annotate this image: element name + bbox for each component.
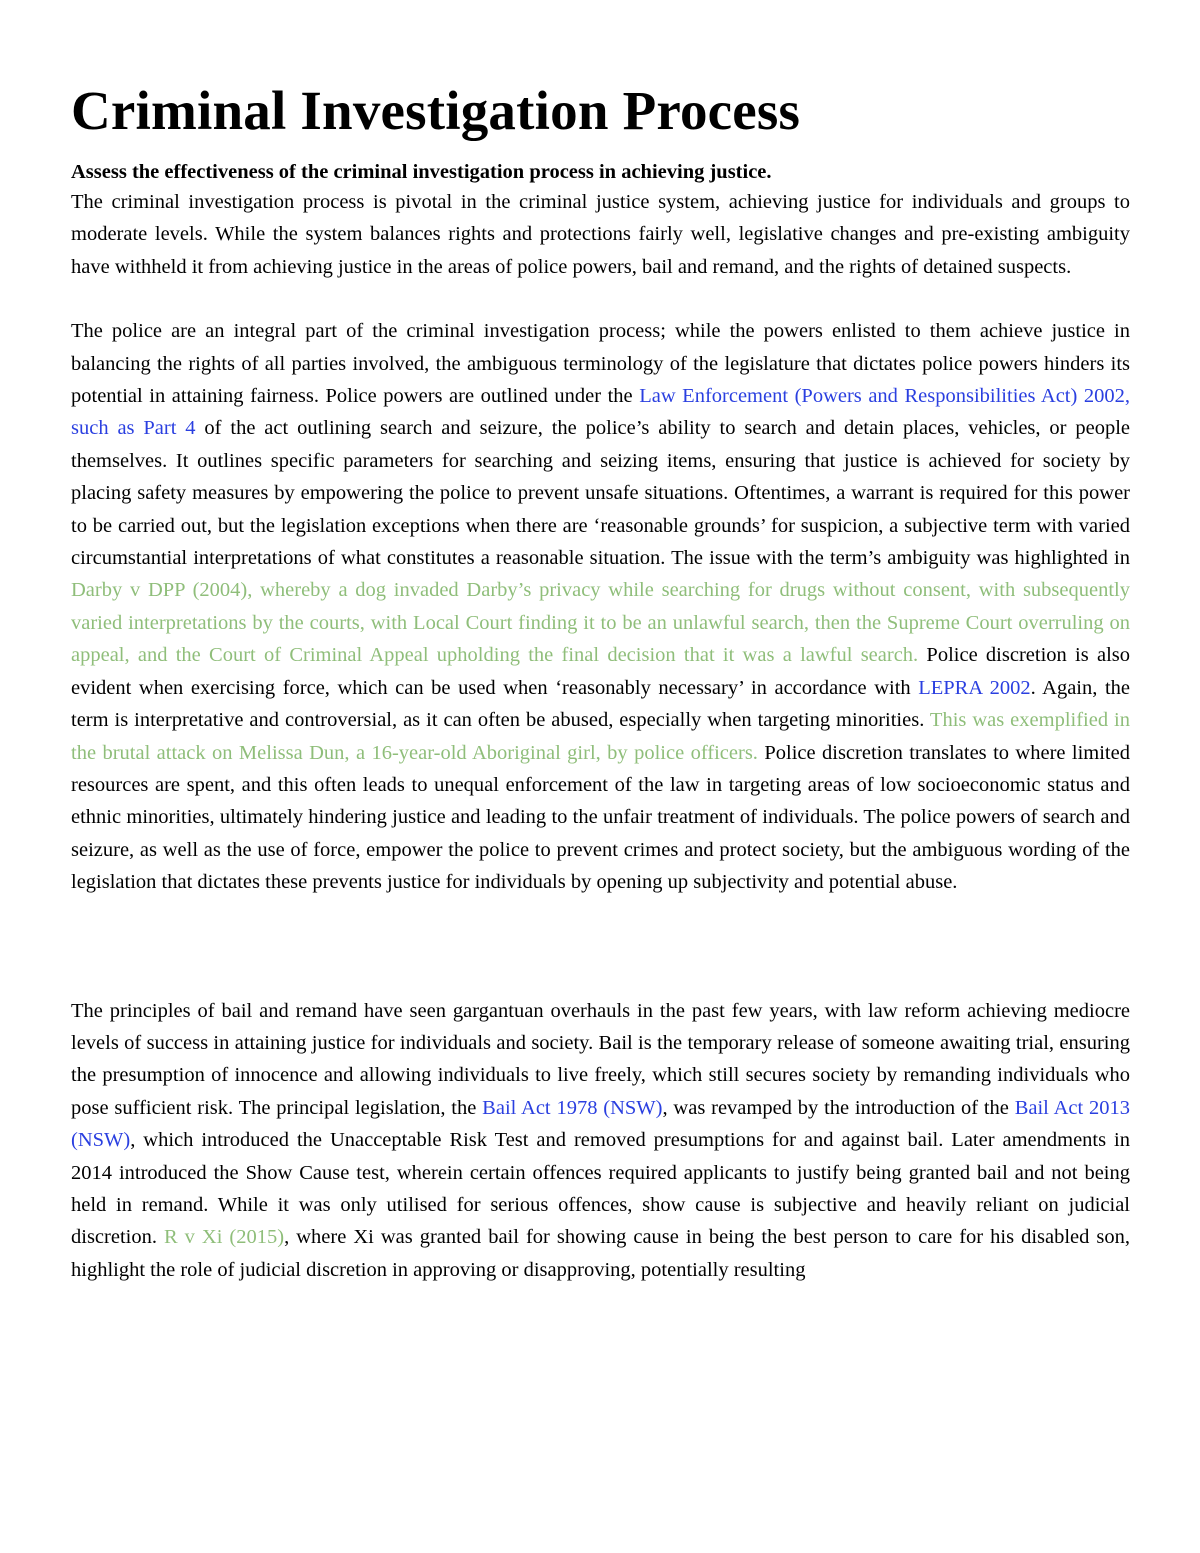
bail-act-2013-reference: Bail Act 2013 (NSW) <box>71 1096 1130 1152</box>
police-text-4: . Again, the term is interpretative and controversial, as it can often be abused, especially when targeting minorities. <box>71 676 1130 732</box>
lepra-2002-reference: LEPRA 2002 <box>918 676 1031 699</box>
essay-question: Assess the effectiveness of the criminal investigation process in achieving justice. <box>71 161 772 183</box>
section-spacer <box>71 899 1130 995</box>
bail-text-3: , which introduced the Unacceptable Risk Test and removed presumptions for and against bail. Later amendments in 2014 introduced the Show Cause test, wherein certain offences required applicants to justify being granted bail and not being held in remand. While it was only utilised for serious offences, show cause is subjective and heavily reliant on judicial discretion. <box>71 1129 1130 1249</box>
bail-text-1: The principles of bail and remand have seen gargantuan overhauls in the past few years, with law reform achieving mediocre levels of success in attaining justice for individuals and society. Bail is the temporary release of someone awaiting trial, ensuring the presumption of innocence and allowing individuals to live freely, which still secures society by remanding individuals who pose sufficient risk. The principal legislation, the <box>71 999 1130 1119</box>
page-title: Criminal Investigation Process <box>71 80 801 141</box>
bail-text-2: , was revamped by the introduction of the <box>662 1096 1015 1119</box>
lepra-part4-reference: Law Enforcement (Powers and Responsibilities Act) 2002, such as Part 4 <box>71 385 1130 440</box>
bail-remand-paragraph <box>71 995 1130 1287</box>
bail-text-4: , where Xi was granted bail for showing cause in being the best person to care for his disabled son, highlight the role of judicial discretion in approving or disapproving, potentially resulting <box>71 1226 1130 1281</box>
intro-paragraph: The criminal investigation process is pivotal in the criminal justice system, achieving justice for individuals and groups to moderate levels. While the system balances rights and protections fairly well, legislative changes and pre-existing ambiguity have withheld it from achieving justice in the areas of police powers, bail and remand, and the rights of detained suspects. <box>71 191 1130 278</box>
police-text-2: of the act outlining search and seizure, the police’s ability to search and detain places, vehicles, or people themselves. It outlines specific parameters for searching and seizing items, ensuring that justice is achieved for society by placing safety measures by empowering the police to prevent unsafe situations. Oftentimes, a warrant is required for this power to be carried out, but the legislation exceptions when there are ‘reasonable grounds’ for suspicion, a subjective term with varied circumstantial interpretations of what constitutes a reasonable situation. The issue with the term’s ambiguity was highlighted in <box>71 417 1130 570</box>
police-text-3: Police discretion is also evident when exercising force, which can be used when ‘reasonably necessary’ in accordance with <box>71 644 1130 699</box>
melissa-dun-case: This was exemplified in the brutal attack on Melissa Dun, a 16-year-old Aboriginal girl, by police officers. <box>71 709 1130 764</box>
r-v-xi-case: R v Xi (2015) <box>163 1226 285 1249</box>
police-text-5: Police discretion translates to where limited resources are spent, and this often leads to unequal enforcement of the law in targeting areas of low socioeconomic status and ethnic minorities, ultimately hindering justice and leading to the unfair treatment of individuals. The police powers of search and seizure, as well as the use of force, empower the police to prevent crimes and protect society, but the ambiguous wording of the legislation that dictates these prevents justice for individuals by opening up subjectivity and potential abuse. <box>71 741 1130 894</box>
darby-v-dpp-case: Darby v DPP (2004), whereby a dog invaded Darby’s privacy while searching for drugs without consent, with subsequently varied interpretations by the courts, with Local Court finding it to be an unlawful search, then the Supreme Court overruling on appeal, and the Court of Criminal Appeal upholding the final decision that it was a lawful search. <box>71 579 1130 667</box>
police-powers-paragraph <box>71 315 1130 898</box>
police-text-1: The police are an integral part of the criminal investigation process; while the powers enlisted to them achieve justice in balancing the rights of all parties involved, the ambiguous terminology of the legislature that dictates police powers hinders its potential in attaining fairness. Police powers are outlined under the <box>71 320 1130 408</box>
paragraph-spacer <box>71 283 1130 315</box>
bail-act-1978-reference: Bail Act 1978 (NSW) <box>482 1096 663 1119</box>
